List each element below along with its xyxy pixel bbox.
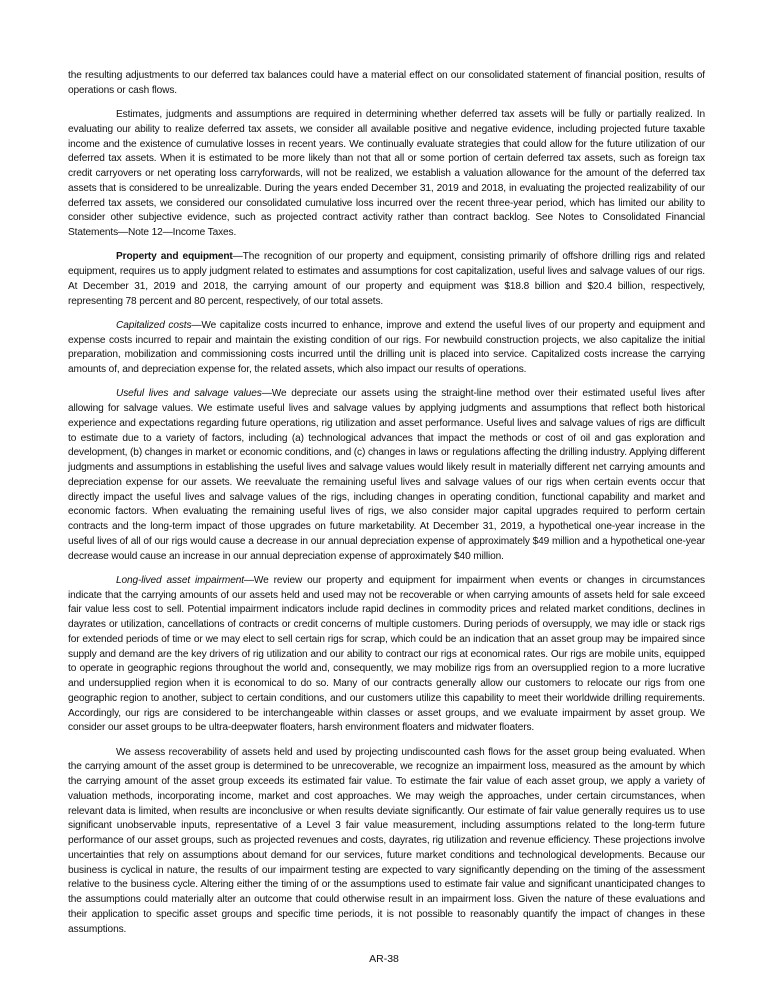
document-body bbox=[68, 69, 705, 947]
paragraph-text: Estimates, judgments and assumptions are required in determining whether deferred tax assets will be fully or partially realized. In evaluating our ability to realize deferred tax assets, we consider all available positive and negative evidence, including projected future taxable income and the existence of cumulative losses in recent years. We continually evaluate strategies that could allow for the future utilization of our deferred tax assets. When it is estimated to be more likely than not that all or some portion of certain deferred tax assets, such as foreign tax credit carryovers or net operating loss carryforwards, will not be realized, we establish a valuation allowance for the amount of the deferred tax assets that is considered to be unrealizable. During the years ended December 31, 2019 and 2018, in evaluating the projected realizability of our deferred tax assets, we considered our consolidated cumulative loss incurred over the recent three-year period, which has limited our ability to consider other subjective evidence, such as projected contract activity rather than contract backlog. See Notes to Consolidated Financial Statements—Note 12—Income Taxes. bbox=[68, 109, 705, 238]
subsection-heading: Capitalized costs bbox=[116, 319, 192, 331]
paragraph-capitalized-costs bbox=[68, 319, 705, 378]
paragraph-deferred-tax-assets bbox=[68, 108, 705, 241]
paragraph-text: —We review our property and equipment for impairment when events or changes in circumstances indicate that the carrying amounts of our assets held and used may not be recoverable or when carrying amounts of assets held for sale exceed fair value less cost to sell. Potential impairment indicators include rapid declines in commodity prices and related market conditions, declines in dayrates or utilization, cancellations of contracts or credit concerns of multiple customers. During periods of oversupply, we may idle or stack rigs for extended periods of time or we may elect to sell certain rigs for scrap, which could be an indication that an asset group may be impaired since supply and demand are the key drivers of rig utilization and our ability to contract our rigs at economical rates. Our rigs are mobile units, equipped to operate in geographic regions throughout the world and, consequently, we may mobilize rigs from an oversupplied region to a more lucrative and undersupplied region when it is economical to do so. Many of our contracts generally allow our customers to relocate our rigs from one geographic region to another, subject to certain conditions, and our customers utilize this capability to meet their worldwide drilling requirements. Accordingly, our rigs are considered to be interchangeable within classes or asset groups, and we evaluate impairment by asset group. We consider our asset groups to be ultra-deepwater floaters, harsh environment floaters and midwater floaters. bbox=[68, 574, 706, 734]
paragraph-recoverability bbox=[68, 746, 705, 938]
paragraph-text: the resulting adjustments to our deferred tax balances could have a material effect on our consolidated statement of financial position, results of operations or cash flows. bbox=[68, 70, 705, 96]
paragraph-text: —We depreciate our assets using the straight-line method over their estimated useful lives after allowing for salvage values. We estimate useful lives and salvage values by applying judgments and assumptions that reflect both historical experience and expectations regarding future operations, rig utilization and asset performance. Useful lives and salvage values of rigs are difficult to estimate due to a variety of factors, including (a) technological advances that impact the methods or cost of oil and gas exploration and development, (b) changes in market or economic conditions, and (c) changes in laws or regulations affecting the drilling industry. Applying different judgments and assumptions in establishing the useful lives and salvage values would likely result in materially different net carrying amounts and depreciation expense for our assets. We reevaluate the remaining useful lives and salvage values of our rigs when certain events occur that directly impact the useful lives and salvage values of the rigs, including changes in operating condition, functional capability and market and economic factors. When evaluating the remaining useful lives of rigs, we also consider major capital upgrades required to perform certain contracts and the long-term impact of those upgrades on future marketability. At December 31, 2019, a hypothetical one-year increase in the useful lives of all of our rigs would cause a decrease in our annual depreciation expense of approximately $49 million and a hypothetical one-year decrease would cause an increase in our annual depreciation expense of approximately $40 million. bbox=[68, 388, 706, 562]
paragraph-text: We assess recoverability of assets held and used by projecting undiscounted cash flows for the asset group being evaluated. When the carrying amount of the asset group is determined to be unrecoverable, we recognize an impairment loss, measured as the amount by which the carrying amount of the asset group exceeds its estimated fair value. To estimate the fair value of each asset group, we apply a variety of valuation methods, incorporating income, market and cost approaches. We may weigh the approaches, under certain circumstances, when relevant data is limited, when results are inconclusive or when results deviate significantly. Our estimate of fair value generally requires us to use significant unobservable inputs, representative of a Level 3 fair value measurement, including assumptions related to the long-term future performance of our asset groups, such as projected revenues and costs, dayrates, rig utilization and revenue efficiency. These projections involve uncertainties that rely on assumptions about demand for our services, future market conditions and technological developments. Because our business is cyclical in nature, the results of our impairment testing are expected to vary significantly depending on the timing of the assessment relative to the business cycle. Altering either the timing of or the assumptions used to estimate fair value and significant unanticipated changes to the assumptions could materially alter an outcome that could otherwise result in an impairment loss. Given the nature of these evaluations and their application to specific asset groups and specific time periods, it is not possible to reasonably quantify the impact of changes in these assumptions. bbox=[68, 746, 705, 935]
paragraph-text: —The recognition of our property and equipment, consisting primarily of offshore drilling rigs and related equipment, requires us to apply judgment related to estimates and assumptions for cost capitalization, useful lives and salvage values of our rigs. At December 31, 2019 and 2018, the carrying amount of our property and equipment was $18.8 billion and $20.4 billion, respectively, representing 78 percent and 80 percent, respectively, of our total assets. bbox=[68, 251, 706, 307]
paragraph-impairment bbox=[68, 574, 705, 736]
paragraph-useful-lives bbox=[68, 387, 705, 564]
page-number: AR-38 bbox=[369, 953, 399, 965]
section-heading: Property and equipment bbox=[116, 251, 233, 263]
paragraph-text: —We capitalize costs incurred to enhance, improve and extend the useful lives of our property and equipment and expense costs incurred to repair and maintain the existing condition of our rigs. For newbuild construction projects, we also capitalize the initial preparation, mobilization and commissioning costs incurred until the drilling unit is placed into service. Capitalized costs increase the carrying amounts of, and depreciation expense for, the related assets, which also impact our results of operations. bbox=[68, 319, 706, 375]
subsection-heading: Useful lives and salvage values bbox=[116, 388, 262, 400]
paragraph-deferred-tax-continuation bbox=[68, 69, 705, 99]
paragraph-property-equipment bbox=[68, 250, 705, 309]
subsection-heading: Long-lived asset impairment bbox=[116, 574, 244, 586]
